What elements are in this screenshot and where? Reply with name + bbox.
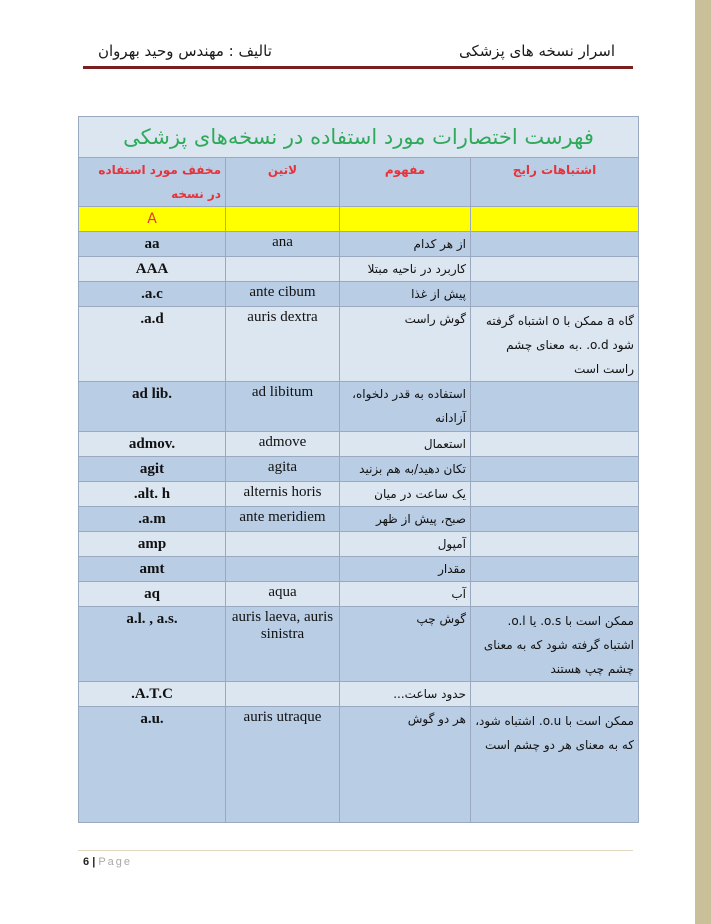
table-title-row (79, 117, 639, 158)
abbr-cell: aq (79, 582, 226, 607)
meaning-cell: تکان دهید/به هم بزنید (340, 457, 471, 482)
error-cell (471, 507, 639, 532)
table-row (79, 257, 639, 282)
page-footer (83, 856, 132, 868)
header-errors: اشتباهات رایج (471, 158, 639, 207)
error-cell (471, 457, 639, 482)
footer-separator: | (92, 856, 96, 868)
abbr-cell: aa (79, 232, 226, 257)
abbr-cell: a.l. , a.s. (79, 607, 226, 682)
table-row (79, 557, 639, 582)
latin-cell (226, 532, 340, 557)
error-cell: ممکن است با o.s. یا o.l. اشتباه گرفته شود که به معنای چشم چپ هستند (471, 607, 639, 682)
section-row (79, 207, 639, 232)
author-line: تالیف : مهندس وحید بهروان (98, 42, 272, 60)
error-cell (471, 557, 639, 582)
latin-cell: aqua (226, 582, 340, 607)
meaning-cell: هر دو گوش (340, 707, 471, 823)
meaning-cell: گوش راست (340, 307, 471, 382)
header-abbr: مخفف مورد استفاده در نسخه (79, 158, 226, 207)
error-cell (471, 257, 639, 282)
meaning-cell: استعمال (340, 432, 471, 457)
meaning-cell: گوش چپ (340, 607, 471, 682)
meaning-cell: پیش از غذا (340, 282, 471, 307)
latin-cell: agita (226, 457, 340, 482)
abbr-cell: ad lib. (79, 382, 226, 432)
meaning-cell: مقدار (340, 557, 471, 582)
latin-cell: auris utraque (226, 707, 340, 823)
table-row (79, 307, 639, 382)
abbr-cell: amp (79, 532, 226, 557)
header-rule (83, 66, 633, 69)
abbr-cell: a.u. (79, 707, 226, 823)
table-row (79, 532, 639, 557)
section-cell (471, 207, 639, 232)
section-cell (226, 207, 340, 232)
table-row (79, 707, 639, 823)
table-header-row (79, 158, 639, 207)
table-row (79, 457, 639, 482)
meaning-cell: آمپول (340, 532, 471, 557)
latin-cell (226, 257, 340, 282)
abbr-cell: .a.d (79, 307, 226, 382)
abbr-cell: agit (79, 457, 226, 482)
abbr-cell: AAA (79, 257, 226, 282)
table-row (79, 432, 639, 457)
error-cell (471, 682, 639, 707)
meaning-cell: حدود ساعت... (340, 682, 471, 707)
meaning-cell: صبح، پیش از ظهر (340, 507, 471, 532)
error-cell (471, 532, 639, 557)
latin-cell: alternis horis (226, 482, 340, 507)
abbr-cell: .a.c (79, 282, 226, 307)
latin-cell (226, 557, 340, 582)
error-cell (471, 282, 639, 307)
table-title: فهرست اختصارات مورد استفاده در نسخه‌های پزشکی (79, 117, 639, 158)
table-row (79, 232, 639, 257)
abbr-cell: amt (79, 557, 226, 582)
latin-cell: auris dextra (226, 307, 340, 382)
latin-cell: ante meridiem (226, 507, 340, 532)
abbreviations-table (78, 116, 639, 823)
section-letter: A (79, 207, 226, 232)
latin-cell: admove (226, 432, 340, 457)
table-row (79, 607, 639, 682)
table-row (79, 507, 639, 532)
meaning-cell: استفاده به قدر دلخواه، آزادانه (340, 382, 471, 432)
error-cell: ممکن است با o.u. اشتباه شود، که به معنای هر دو چشم است (471, 707, 639, 823)
error-cell (471, 382, 639, 432)
book-title: اسرار نسخه های پزشکی (458, 42, 615, 60)
abbr-cell: .a.m (79, 507, 226, 532)
table-row (79, 682, 639, 707)
page-word: Page (98, 856, 133, 868)
meaning-cell: یک ساعت در میان (340, 482, 471, 507)
page-header (83, 38, 633, 68)
table-row (79, 382, 639, 432)
section-cell (340, 207, 471, 232)
table-row (79, 282, 639, 307)
footer-rule (78, 850, 633, 851)
header-meaning: مفهوم (340, 158, 471, 207)
error-cell (471, 432, 639, 457)
page-number: 6 (83, 856, 90, 868)
latin-cell: auris laeva, auris sinistra (226, 607, 340, 682)
abbr-cell: .A.T.C (79, 682, 226, 707)
abbr-cell: .alt. h (79, 482, 226, 507)
table-row (79, 482, 639, 507)
latin-cell: ante cibum (226, 282, 340, 307)
meaning-cell: کاربرد در ناحیه مبتلا (340, 257, 471, 282)
header-latin: لاتین (226, 158, 340, 207)
error-cell (471, 582, 639, 607)
latin-cell: ad libitum (226, 382, 340, 432)
meaning-cell: از هر کدام (340, 232, 471, 257)
error-cell (471, 482, 639, 507)
error-cell (471, 232, 639, 257)
abbr-cell: admov. (79, 432, 226, 457)
latin-cell (226, 682, 340, 707)
meaning-cell: آب (340, 582, 471, 607)
table-row (79, 582, 639, 607)
error-cell: گاه a ممکن با o اشتباه گرفته شود o.d. .به معنای چشم راست است (471, 307, 639, 382)
latin-cell: ana (226, 232, 340, 257)
